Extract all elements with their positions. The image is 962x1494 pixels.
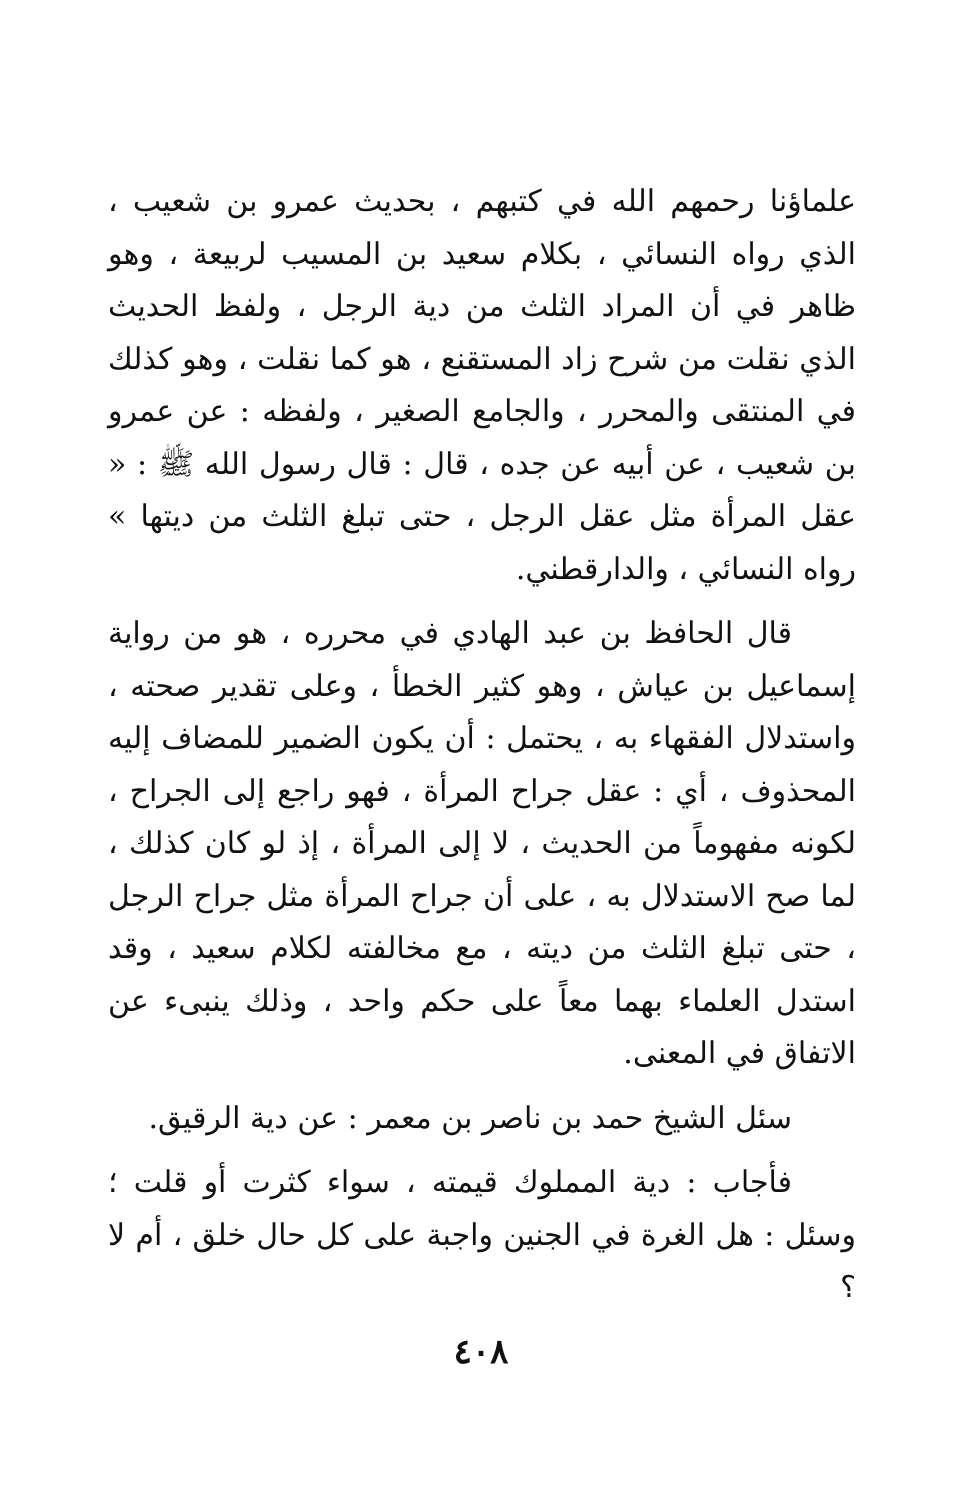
paragraph-question-slave: سئل الشيخ حمد بن ناصر بن معمر : عن دية الرقيق. (148, 1100, 792, 1136)
paragraph-hafiz-commentary: قال الحافظ بن عبد الهادي في محرره ، هو من رواية إسماعيل بن عياش ، وهو كثير الخطأ ، وعلى تقدير صحته ، واستدلال الفقهاء به ، يحتمل : أن يكون الضمير للمضاف إليه المحذوف ، أي : عقل جراح المرأة ، فهو راجع إلى الجراح ، لكونه مفهوماً من الحديث ، لا إلى المرأة ، إذ لو كان كذلك ، لما صح الاستدلال به ، على أن جراح المرأة مثل جراح الرجل ، حتى تبلغ الثلث من ديته ، مع مخالفته لكلام سعيد ، وقد استدل العلماء بهما معاً على حكم واحد ، وذلك ينبىء عن الاتفاق في المعنى. (108, 616, 856, 1071)
page-text-body (108, 176, 856, 1315)
paragraph-diya-hadith: علماؤنا رحمهم الله في كتبهم ، بحديث عمرو بن شعيب ، الذي رواه النسائي ، بكلام سعيد بن المسيب لربيعة ، وهو ظاهر في أن المراد الثلث من دية الرجل ، ولفظ الحديث الذي نقلت من شرح زاد المستقنع ، هو كما نقلت ، وهو كذلك في المنتقى والمحرر ، والجامع الصغير ، ولفظه : عن عمرو بن شعيب ، عن أبيه عن جده ، قال : قال رسول الله ﷺ : « عقل المرأة مثل عقل الرجل ، حتى تبلغ الثلث من ديتها » رواه النسائي ، والدارقطني. (108, 184, 856, 587)
page-number: ٤٠٨ (453, 1332, 509, 1372)
paragraph-answer-ghurra: فأجاب : دية المملوك قيمته ، سواء كثرت أو قلت ؛ وسئل : هل الغرة في الجنين واجبة على كل حال خلق ، أم لا ؟ (108, 1165, 856, 1305)
